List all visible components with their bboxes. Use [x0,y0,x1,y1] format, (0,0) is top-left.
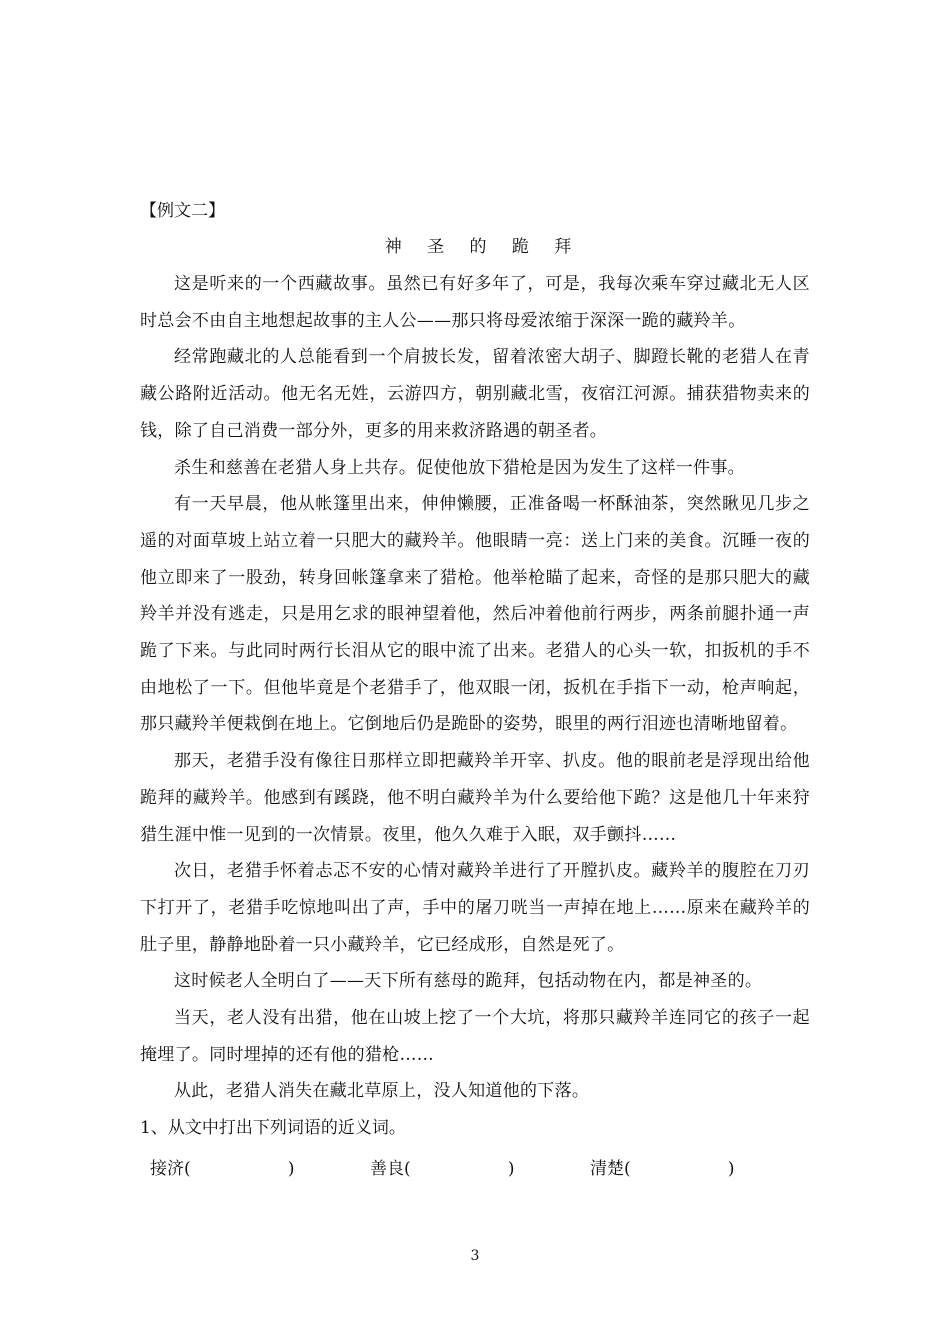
paragraph: 那天，老猎手没有像往日那样立即把藏羚羊开宰、扒皮。他的眼前老是浮现出给他跪拜的藏羚羊。他感到有蹊跷，他不明白藏羚羊为什么要给他下跪？这是他几十年来狩猎生涯中惟一见到的一次情景。夜里，他久久难于入眠，双手颤抖…… [140,751,810,845]
page-number: 3 [470,1248,480,1264]
paragraph: 这时候老人全明白了——天下所有慈母的跪拜，包括动物在内，都是神圣的。 [174,971,763,992]
blank-shanliang: 善良( ) [370,1158,515,1179]
paragraph: 杀生和慈善在老猎人身上共存。促使他放下猎枪是因为发生了这样一件事。 [174,457,745,478]
article-body [140,266,810,1187]
paragraph: 从此，老猎人消失在藏北草原上，没人知道他的下落。 [174,1081,590,1102]
paragraph: 次日，老猎手怀着忐忑不安的心情对藏羚羊进行了开膛扒皮。藏羚羊的腹腔在刀刃下打开了，老猎手吃惊地叫出了声，手中的屠刀咣当一声掉在地上……原来在藏羚羊的肚子里，静静地卧着一只小藏羚羊，它已经成形，自然是死了。 [140,861,810,955]
answer-blanks [140,1151,810,1187]
paragraph: 经常跑藏北的人总能看到一个肩披长发，留着浓密大胡子、脚蹬长靴的老猎人在青藏公路附近活动。他无名无姓，云游四方，朝别藏北雪，夜宿江河源。捕获猎物卖来的钱，除了自己消费一部分外，更多的用来救济路遇的朝圣者。 [140,347,810,441]
paragraph: 当天，老人没有出猎，他在山坡上挖了一个大坑，将那只藏羚羊连同它的孩子一起掩埋了。同时埋掉的还有他的猎枪…… [140,1008,810,1065]
section-label: 【例文二】 [140,201,225,221]
paragraph: 这是听来的一个西藏故事。虽然已有好多年了，可是，我每次乘车穿过藏北无人区时总会不由自主地想起故事的主人公——那只将母爱浓缩于深深一跪的藏羚羊。 [140,274,810,331]
paragraph: 有一天早晨，他从帐篷里出来，伸伸懒腰，正准备喝一杯酥油茶，突然瞅见几步之遥的对面草坡上站立着一只肥大的藏羚羊。他眼睛一亮：送上门来的美食。沉睡一夜的他立即来了一股劲，转身回帐篷拿来了猎枪。他举枪瞄了起来，奇怪的是那只肥大的藏羚羊并没有逃走，只是用乞求的眼神望着他，然后冲着他前行两步，两条前腿扑通一声跪了下来。与此同时两行长泪从它的眼中流了出来。老猎人的心头一软，扣扳机的手不由地松了一下。但他毕竟是个老猎手了，他双眼一闭，扳机在手指下一动，枪声响起，那只藏羚羊便栽倒在地上。它倒地后仍是跪卧的姿势，眼里的两行泪迹也清晰地留着。 [140,494,810,735]
article-title: 神 圣 的 跪 拜 [384,237,582,257]
question-1: 1、从文中打出下列词语的近义词。 [140,1118,406,1139]
blank-jieji: 接济( ) [150,1158,295,1179]
blank-qingchu: 清楚( ) [590,1158,735,1179]
